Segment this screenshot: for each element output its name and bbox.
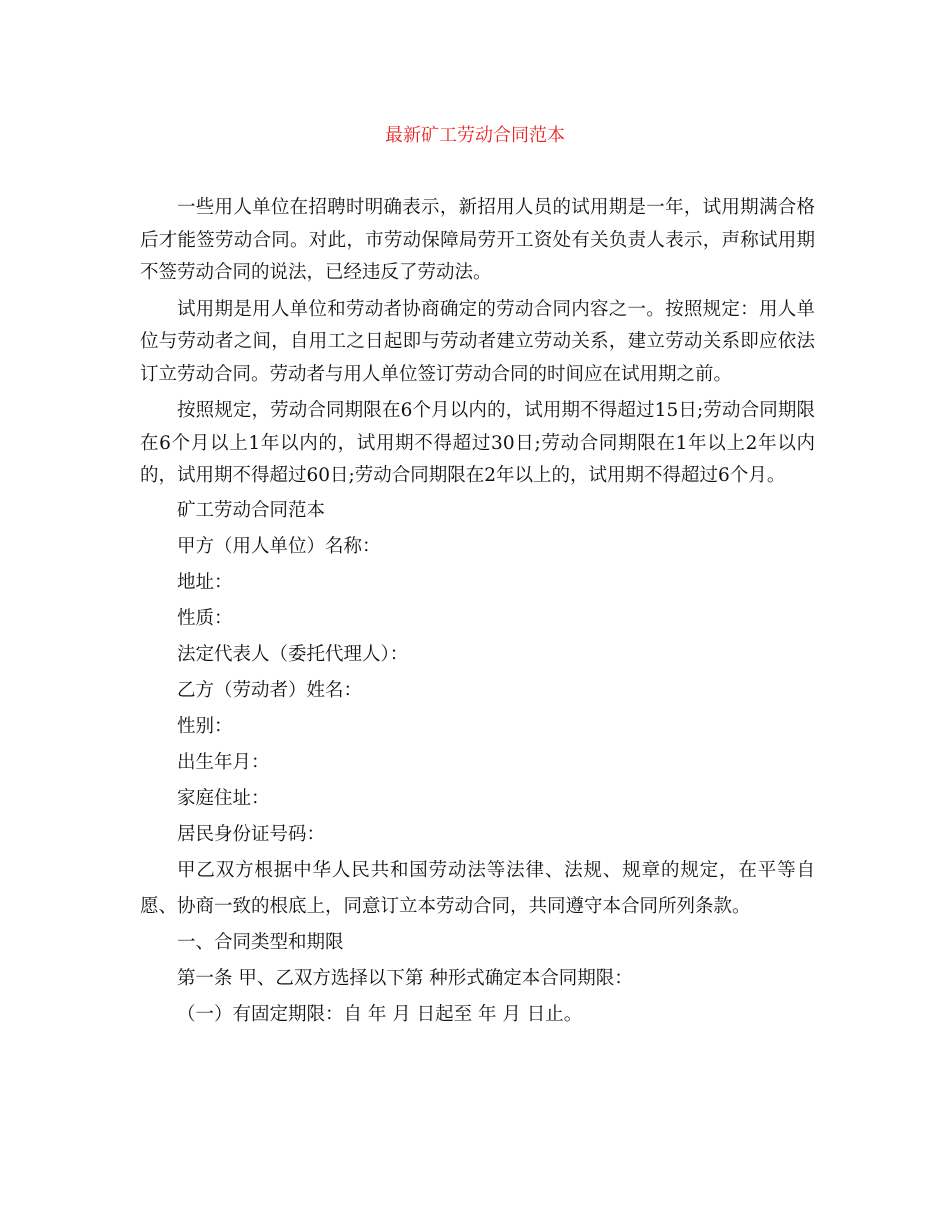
- article-1-option-1: （一）有固定期限：自 年 月 日起至 年 月 日止。: [177, 1003, 583, 1025]
- field-legal-representative: 法定代表人（委托代理人）：: [177, 643, 409, 665]
- field-id-number: 居民身份证号码：: [177, 823, 326, 845]
- field-gender: 性别：: [177, 715, 233, 737]
- field-nature: 性质：: [177, 607, 233, 629]
- field-employee-name: 乙方（劳动者）姓名：: [177, 679, 363, 701]
- document-title: 最新矿工劳动合同范本: [385, 125, 565, 146]
- intro-paragraph-3: 按照规定，劳动合同期限在6个月以内的，试用期不得超过15日;劳动合同期限在6个月以上1年以内的，试用期不得超过30日;劳动合同期限在1年以上2年以内的，试用期不得超过60日;劳动合同期限在2年以上的，试用期不得超过6个月。: [140, 400, 815, 486]
- section-heading-1: 一、合同类型和期限: [177, 931, 344, 953]
- document-body: [140, 192, 815, 1033]
- field-home-address: 家庭住址：: [177, 787, 270, 809]
- contract-preamble: 甲乙双方根据中华人民共和国劳动法等法律、法规、规章的规定，在平等自愿、协商一致的根底上，同意订立本劳动合同，共同遵守本合同所列条款。: [140, 859, 815, 917]
- field-employer-name: 甲方（用人单位）名称：: [177, 535, 381, 557]
- field-birth-date: 出生年月：: [177, 751, 270, 773]
- contract-heading: 矿工劳动合同范本: [177, 499, 326, 521]
- article-1: 第一条 甲、乙双方选择以下第 种形式确定本合同期限：: [177, 967, 633, 989]
- field-address: 地址：: [177, 571, 233, 593]
- intro-paragraph-1: 一些用人单位在招聘时明确表示，新招用人员的试用期是一年，试用期满合格后才能签劳动合同。对此，市劳动保障局劳开工资处有关负责人表示，声称试用期不签劳动合同的说法，已经违反了劳动法。: [140, 197, 815, 283]
- intro-paragraph-2: 试用期是用人单位和劳动者协商确定的劳动合同内容之一。按照规定：用人单位与劳动者之间，自用工之日起即与劳动者建立劳动关系，建立劳动关系即应依法订立劳动合同。劳动者与用人单位签订劳动合同的时间应在试用期之前。: [140, 298, 815, 385]
